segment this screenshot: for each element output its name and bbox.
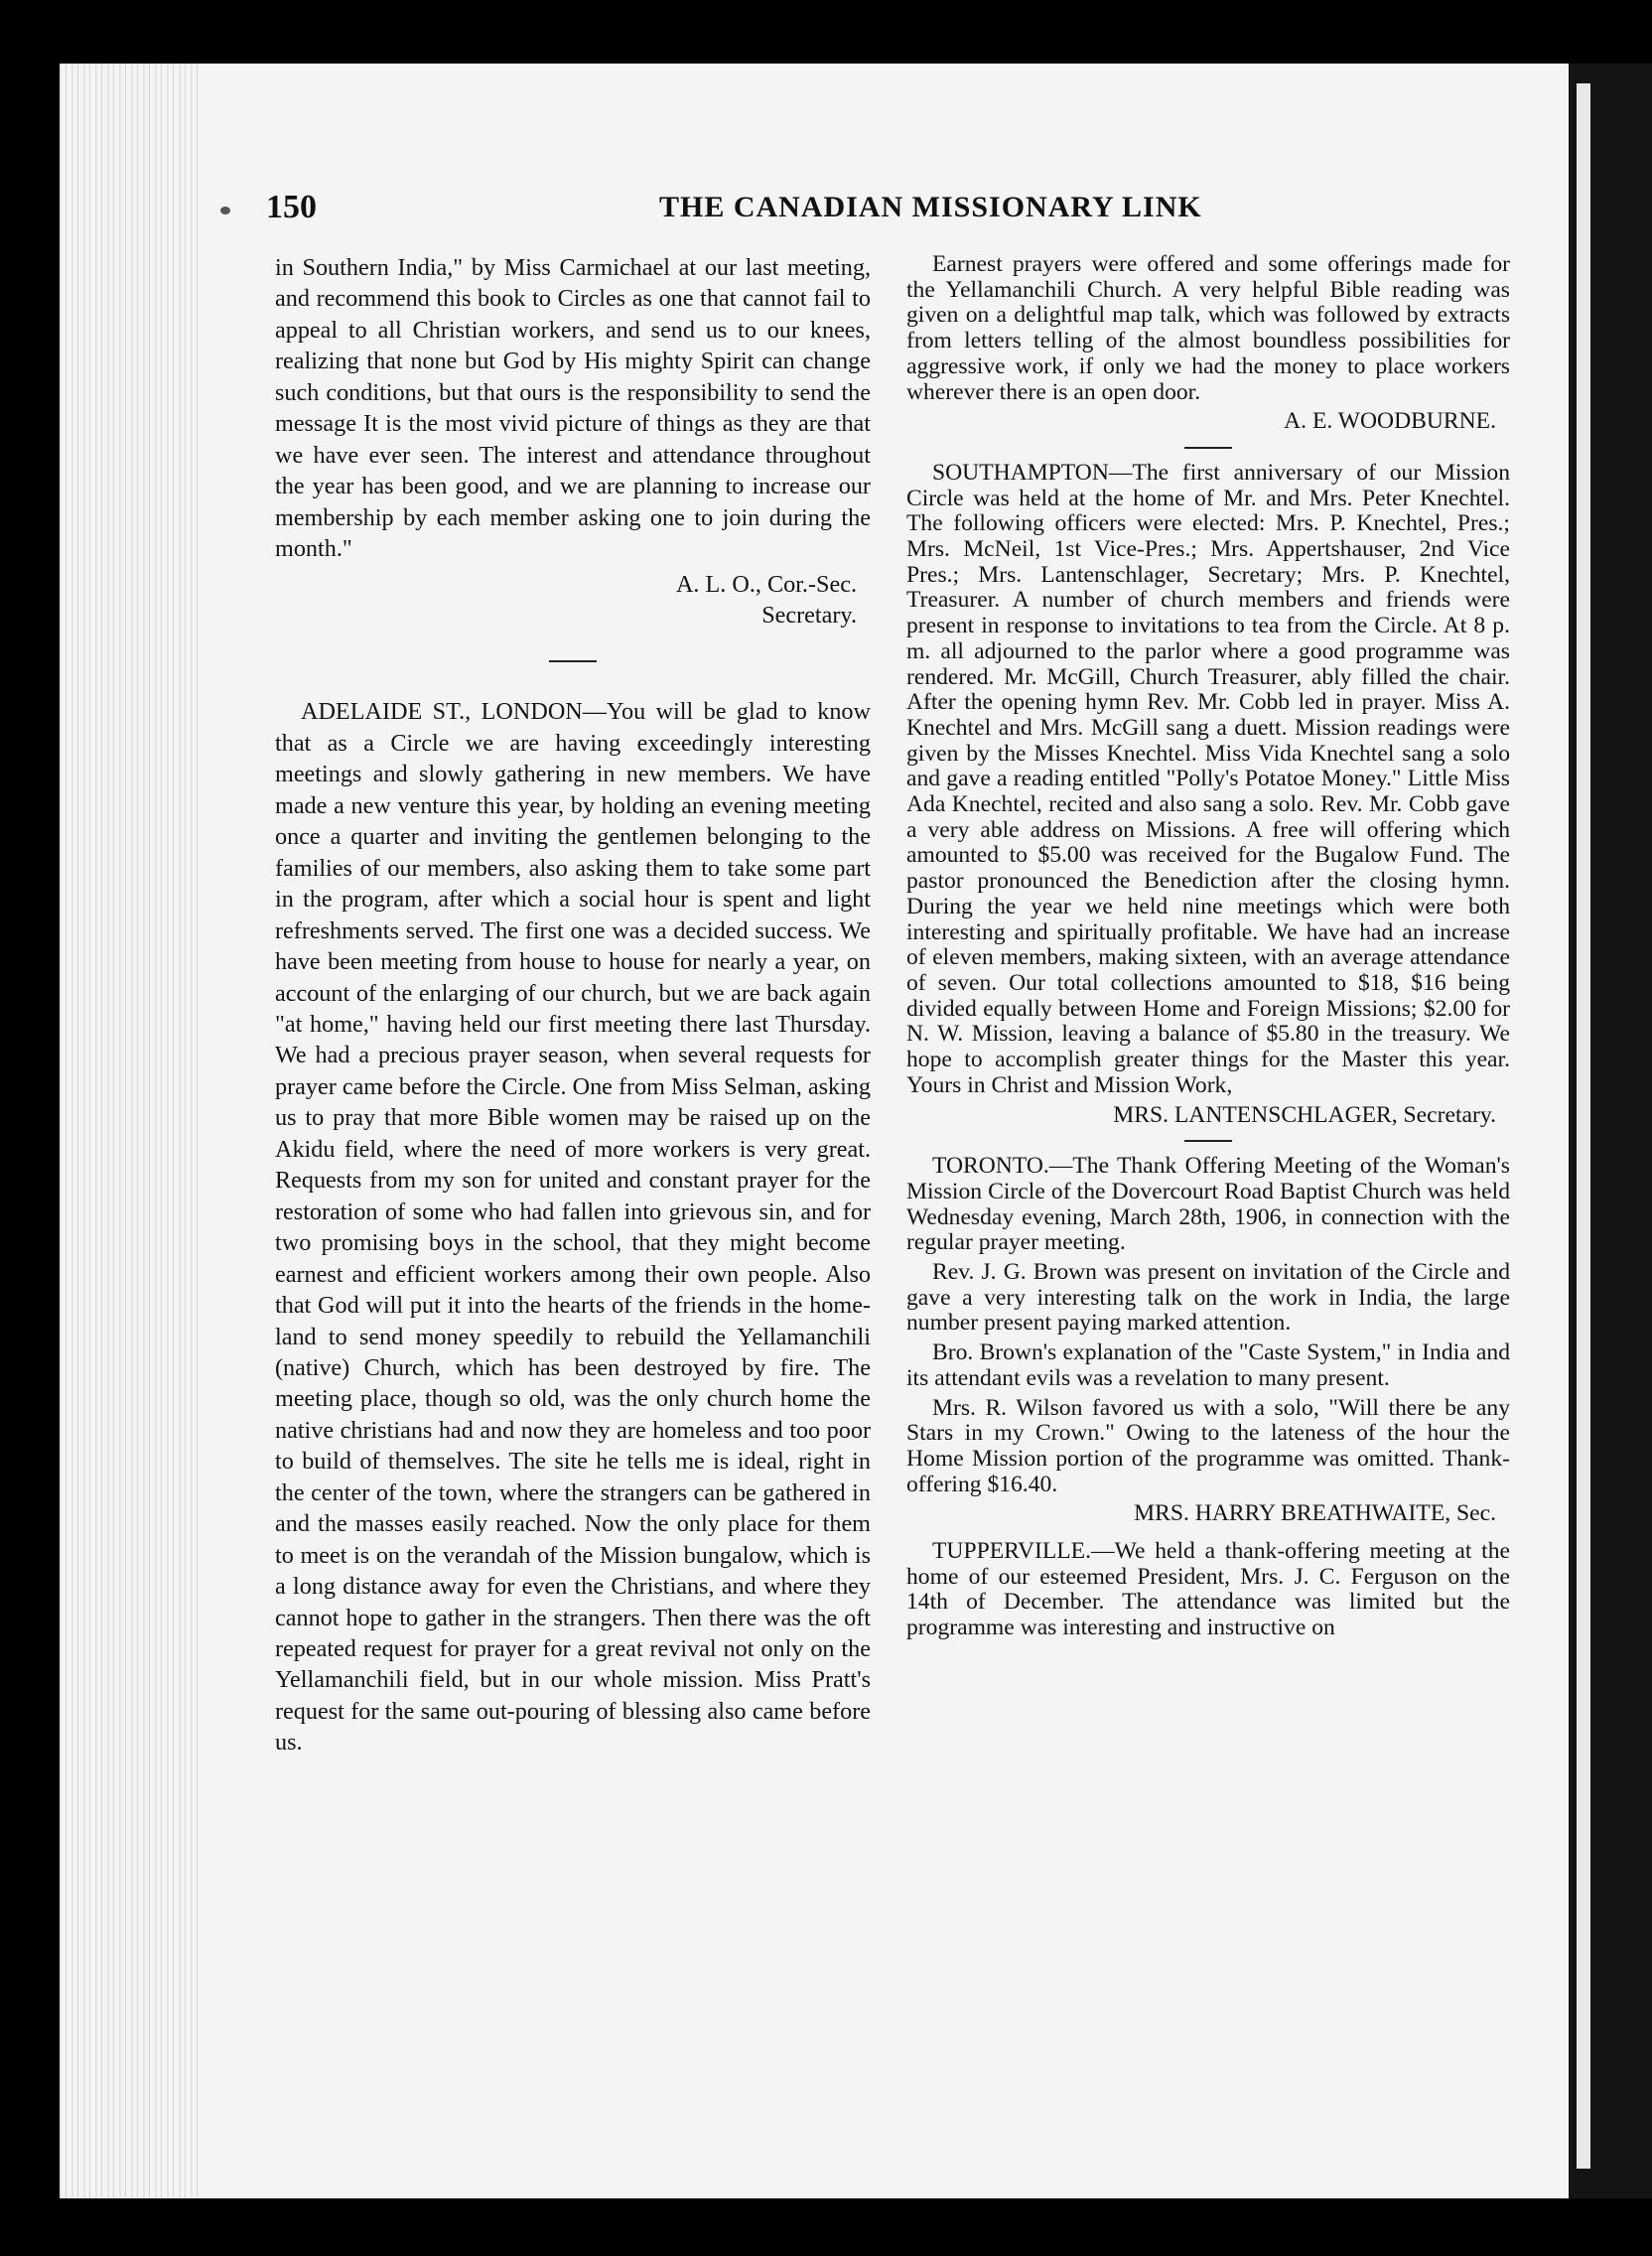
signature-woodburne: A. E. WOODBURNE. xyxy=(1284,408,1496,435)
adelaide-report: ADELAIDE ST., LONDON—You will be glad to know that as a Circle we are having exceedingly interesting meetings and slowly gathering in new members. We have made a new venture this year, by holding an evening meeting once a quarter and inviting the gentlemen belonging to the families of our members, also asking them to take some part in the program, after which a social hour is spent and light refreshments served. The first one was a decided success. We have been meeting from house to house for nearly a year, on account of the enlarging of our church, but we are back again "at home," having held our first meeting there last Thursday. We had a precious prayer season, when several requests for prayer came before the Circle. One from Miss Selman, asking us to pray that more Bible women may be raised up on the Akidu field, where the need of more workers is very great. Requests from my son for united and constant prayer for the restoration of some who had fallen into grievous sin, and for two promising boys in the school, that they might become earnest and efficient workers among their own people. Also that God will put it into the hearts of the friends in the home-land to send money speedily to rebuild the Yellamanchili (native) Church, which has been destroyed by fire. The meeting place, though so old, was the only church home the native christians had and now they are homeless and too poor to build of themselves. The site he tells me is ideal, right in the center of the town, where the strangers can be gathered in and the masses easily reached. Now the only place for them to meet is on the verandah of the Mission bungalow, which is a long distance away for even the Christians, and where they cannot hope to gather in the strangers. Then there was the oft repeated request for prayer for a great revival not only on the Yellamanchili field, but in our whole mission. Miss Pratt's request for the same out-pouring of blessing also came before us. xyxy=(275,698,871,1757)
toronto-caste-paragraph: Bro. Brown's explanation of the "Caste System," in India and its attendant evils was a revelation to many present. xyxy=(906,1340,1510,1391)
tupperville-report: TUPPERVILLE.—We held a thank-offering meeting at the home of our esteemed President, Mrs. J. C. Ferguson on the 14th of December. The attendance was limited but the programme was interesting and instructive on xyxy=(906,1538,1510,1641)
section-divider xyxy=(1184,447,1232,449)
right-column xyxy=(906,252,1510,1645)
southampton-report: SOUTHAMPTON—The first anniversary of our Mission Circle was held at the home of Mr. and Mrs. Peter Knechtel. The following officers were elected: Mrs. P. Knechtel, Pres.; Mrs. McNeil, 1st Vice-Pres.; Mrs. Appertshauser, 2nd Vice Pres.; Mrs. Lantenschlager, Secretary; Mrs. P. Knechtel, Treasurer. A number of church members and friends were present in response to invitations to tea from the Circle. At 8 p. m. all adjourned to the parlor where a good programme was rendered. Mr. McGill, Church Treasurer, ably filled the chair. After the opening hymn Rev. Mr. Cobb led in prayer. Miss A. Knechtel and Mrs. McGill sang a duett. Mission readings were given by the Misses Knechtel. Miss Vida Knechtel sang a solo and gave a reading entitled "Polly's Potatoe Money." Little Miss Ada Knechtel, recited and also sang a solo. Rev. Mr. Cobb gave a very able address on Missions. A free will offering which amounted to $5.00 was received for the Bugalow Fund. The pastor pronounced the Benediction after the closing hymn. During the year we held nine meetings which were both interesting and spiritually profitable. We have had an increase of eleven members, making sixteen, with an average attendance of seven. Our total collections amounted to $18, $16 being divided equally between Home and Foreign Missions; $2.00 for N. W. Mission, leaving a balance of $5.80 in the treasury. We hope to accomplish greater things for the Master this year. Yours in Christ and Mission Work, xyxy=(906,459,1510,1098)
carmichael-paragraph: in Southern India," by Miss Carmichael at our last meeting, and recommend this book to Circles as one that cannot fail to appeal to all Christian workers, and send us to our knees, realizing that none but God by His mighty Spirit can change such conditions, but that ours is the responsibility to send the message It is the most vivid picture of things as they are that we have ever seen. The interest and attendance throughout the year has been good, and we are planning to increase our membership by each member asking one to join during the month." xyxy=(275,254,871,563)
margin-dot xyxy=(220,207,230,214)
signature-breathwaite: MRS. HARRY BREATHWAITE, Sec. xyxy=(1134,1500,1496,1527)
section-divider xyxy=(1184,1140,1232,1142)
signature-cor-sec: A. L. O., Cor.-Sec. xyxy=(675,570,857,598)
page-number: 150 xyxy=(266,189,317,225)
signature-secretary: Secretary. xyxy=(761,601,857,629)
yellamanchili-paragraph: Earnest prayers were offered and some offerings made for the Yellamanchili Church. A very helpful Bible reading was given on a delightful map talk, which was followed by extracts from letters telling of the almost boundless possibilities for aggressive work, if only we had the money to place workers wherever there is an open door. xyxy=(906,251,1510,405)
toronto-solo-paragraph: Mrs. R. Wilson favored us with a solo, "Will there be any Stars in my Crown." Owing to the lateness of the hour the Home Mission portion of the programme was omitted. Thank-offering $16.40. xyxy=(906,1394,1510,1497)
toronto-brown-paragraph: Rev. J. G. Brown was present on invitation of the Circle and gave a very interesting talk on the work in India, the large number present paying marked attention. xyxy=(906,1259,1510,1337)
signature-lantenschlager: MRS. LANTENSCHLAGER, Secretary. xyxy=(1113,1101,1496,1128)
running-title: THE CANADIAN MISSIONARY LINK xyxy=(659,191,1202,223)
section-divider xyxy=(549,660,597,662)
facing-page-edge xyxy=(1569,64,1652,2198)
toronto-report: TORONTO.—The Thank Offering Meeting of the Woman's Mission Circle of the Dovercourt Road Baptist Church was held Wednesday evening, March 28th, 1906, in connection with the regular prayer meeting. xyxy=(906,1153,1510,1256)
page-binding-shadow xyxy=(60,64,199,2198)
left-column xyxy=(275,252,871,1762)
